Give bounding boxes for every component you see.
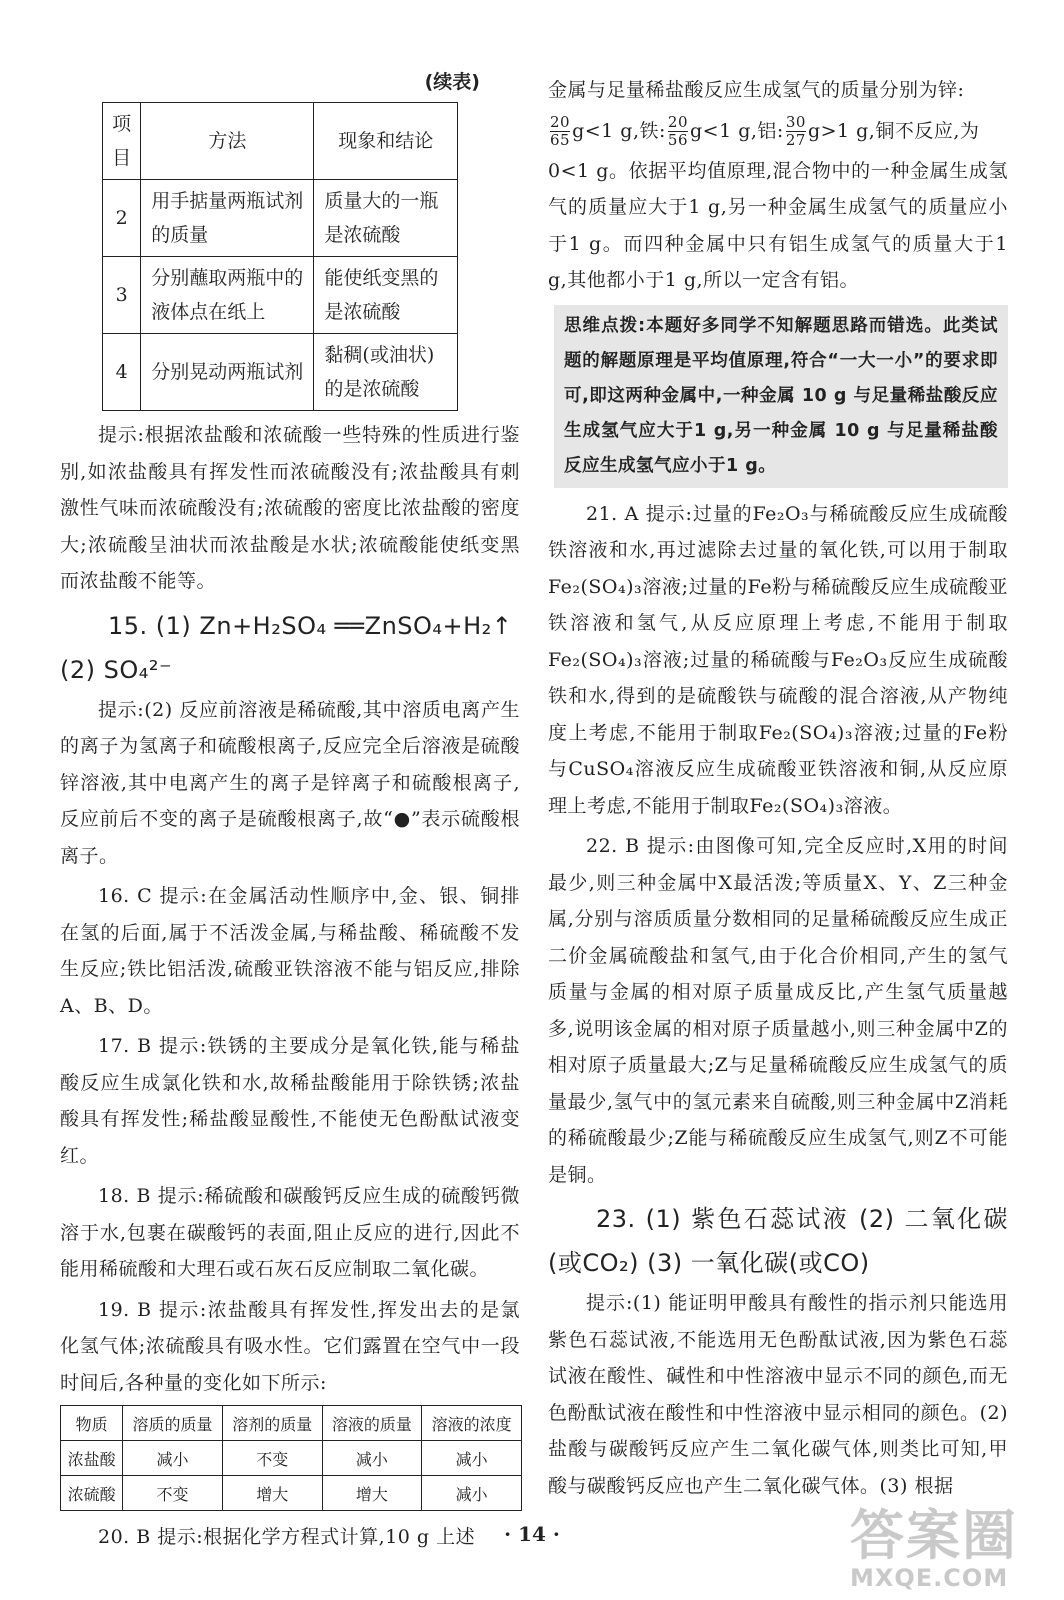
fraction-text: g<1 g,铁: bbox=[572, 119, 666, 142]
numerator: 20 bbox=[667, 113, 689, 131]
table-cell: 不变 bbox=[222, 1441, 322, 1476]
table-cell: 能使纸变黑的是浓硫酸 bbox=[314, 257, 458, 334]
table-header: 溶质的质量 bbox=[123, 1406, 223, 1441]
change-table bbox=[60, 1405, 522, 1511]
hint-14: 提示:根据浓盐酸和浓硫酸一些特殊的性质进行鉴别,如浓盐酸具有挥发性而浓硫酸没有;浓盐酸具有刺激性气味而浓硫酸没有;浓硫酸的密度比浓盐酸的密度大;浓硫酸呈油状而浓盐酸是水状;浓硫酸能使纸变黑而浓盐酸不能等。 bbox=[60, 424, 520, 592]
answer-20-continued: 金属与足量稀盐酸反应生成氢气的质量分别为锌: bbox=[548, 79, 965, 101]
numerator: 20 bbox=[550, 113, 571, 131]
table-row bbox=[103, 257, 458, 334]
denominator: 27 bbox=[785, 131, 806, 149]
answer-20-fractions bbox=[548, 109, 1008, 153]
answer-18: 18. B 提示:稀硫酸和碳酸钙反应生成的硫酸钙微溶于水,包裹在碳酸钙的表面,阻止反应的进行,因此不能用稀硫酸和大理石或石灰石反应制取二氧化碳。 bbox=[60, 1185, 520, 1280]
answer-20: 20. B 提示:根据化学方程式计算,10 g 上述 bbox=[98, 1526, 476, 1548]
answer-19: 19. B 提示:浓盐酸具有挥发性,挥发出去的是氯化氢气体;浓硫酸具有吸水性。它们露置在空气中一段时间后,各种量的变化如下所示: bbox=[60, 1298, 520, 1394]
denominator: 56 bbox=[667, 131, 689, 149]
table-cell: 分别晃动两瓶试剂 bbox=[141, 334, 314, 411]
table-row bbox=[103, 334, 458, 411]
answer-15-part1: 15. (1) Zn+H₂SO₄ ══ZnSO₄+H₂↑ bbox=[108, 611, 513, 640]
page-number: · 14 · bbox=[504, 1522, 560, 1546]
fraction bbox=[550, 114, 570, 149]
table-continued-label: (续表) bbox=[424, 71, 480, 93]
answer-22: 22. B 提示:由图像可知,完全反应时,X用的时间最少,则三种金属中X最活泼;等质量X、Y、Z三种金属,分别与溶质质量分数相同的足量稀硫酸反应生成正二价金属硫酸盐和氢气,由于化合价相同,产生的氢气质量与金属的相对原子质量成反比,产生氢气质量越多,说明该金属的相对原子质量越小,则三种金属中Z的相对原子质量最大;Z与足量稀硫酸反应生成氢气的质量最少,氢气中的氢元素来自硫酸,则三种金属中Z消耗的稀硫酸最少;Z能与稀硫酸反应生成氢气,则Z不可能是铜。 bbox=[548, 835, 1008, 1186]
table-cell: 减小 bbox=[123, 1441, 223, 1476]
fraction bbox=[668, 114, 688, 149]
table-cell: 用手掂量两瓶试剂的质量 bbox=[141, 180, 314, 257]
fraction-text: g<1 g,铝: bbox=[690, 119, 784, 142]
table-row bbox=[61, 1441, 522, 1476]
table-cell: 4 bbox=[103, 334, 141, 411]
table-header-row bbox=[61, 1406, 522, 1441]
table-cell: 不变 bbox=[123, 1476, 223, 1511]
table-header: 溶剂的质量 bbox=[222, 1406, 322, 1441]
right-column bbox=[548, 72, 1008, 1504]
table-cell: 增大 bbox=[222, 1476, 322, 1511]
answer-16: 16. C 提示:在金属活动性顺序中,金、银、铜排在氢的后面,属于不活泼金属,与稀盐酸、稀硫酸不发生反应;铁比铝活泼,硫酸亚铁溶液不能与铝反应,排除A、B、D。 bbox=[60, 885, 520, 1017]
table-header-row bbox=[103, 103, 458, 180]
table-cell: 分别蘸取两瓶中的液体点在纸上 bbox=[141, 257, 314, 334]
table-header: 溶液的质量 bbox=[322, 1406, 422, 1441]
watermark-text: 答案圈 bbox=[850, 1504, 1018, 1567]
hint-15: 提示:(2) 反应前溶液是稀硫酸,其中溶质电离产生的离子为氢离子和硫酸根离子,反应完全后溶液是硫酸锌溶液,其中电离产生的离子是锌离子和硫酸根离子,反应前后不变的离子是硫酸根离子,故“●”表示硫酸根离子。 bbox=[60, 698, 520, 867]
table-cell: 浓盐酸 bbox=[61, 1441, 123, 1476]
table-header: 现象和结论 bbox=[314, 103, 458, 180]
table-cell: 3 bbox=[103, 257, 141, 334]
table-cell: 浓硫酸 bbox=[61, 1476, 123, 1511]
answer-20-continued-2: 0<1 g。依据平均值原理,混合物中的一种金属生成氢气的质量应大于1 g,另一种金属生成氢气的质量应小于1 g。而四种金属中只有铝生成氢气的质量大于1 g,其他都小于1 g,所以一定含有铝。 bbox=[548, 159, 1008, 291]
table-header: 物质 bbox=[61, 1406, 123, 1441]
left-column bbox=[60, 62, 520, 1556]
table-row bbox=[103, 180, 458, 257]
answer-15-part2: (2) SO₄²⁻ bbox=[60, 655, 173, 684]
answer-17: 17. B 提示:铁锈的主要成分是氧化铁,能与稀盐酸反应生成氯化铁和水,故稀盐酸能用于除铁锈;浓盐酸具有挥发性;稀盐酸显酸性,不能使无色酚酞试液变红。 bbox=[60, 1035, 520, 1167]
answer-21: 21. A 提示:过量的Fe₂O₃与稀硫酸反应生成硫酸铁溶液和水,再过滤除去过量的氧化铁,可以用于制取Fe₂(SO₄)₃溶液;过量的Fe粉与稀硫酸反应生成硫酸亚铁溶液和氢气,从反应原理上考虑,不能用于制取Fe₂(SO₄)₃溶液;过量的稀硫酸与Fe₂O₃反应生成硫酸铁和水,得到的是硫酸铁与硫酸的混合溶液,从产物纯度上考虑,不能用于制取Fe₂(SO₄)₃溶液;过量的Fe粉与CuSO₄溶液反应生成硫酸亚铁溶液和铜,从反应原理上考虑,不能用于制取Fe₂(SO₄)₃溶液。 bbox=[548, 502, 1008, 817]
table-header: 方法 bbox=[141, 103, 314, 180]
table-cell: 增大 bbox=[322, 1476, 422, 1511]
thinking-tip-text: 思维点拨:本题好多同学不知解题思路而错选。此类试题的解题原理是平均值原理,符合“一大一小”的要求即可,即这两种金属中,一种金属 10 g 与足量稀盐酸反应生成氢气应大于1 g,另一种金属 10 g 与足量稀盐酸反应生成氢气应小于1 g。 bbox=[564, 315, 998, 476]
table-cell: 黏稠(或油状)的是浓硫酸 bbox=[314, 334, 458, 411]
table-cell: 减小 bbox=[322, 1441, 422, 1476]
watermark-logo bbox=[850, 1504, 1018, 1592]
denominator: 65 bbox=[550, 131, 571, 149]
table-cell: 减小 bbox=[422, 1441, 522, 1476]
numerator: 30 bbox=[785, 113, 806, 131]
thinking-tip-box bbox=[554, 305, 1008, 488]
fraction bbox=[786, 114, 806, 149]
watermark-url: MXQE.COM bbox=[850, 1564, 1009, 1592]
table-header: 溶液的浓度 bbox=[422, 1406, 522, 1441]
hint-23: 提示:(1) 能证明甲酸具有酸性的指示剂只能选用紫色石蕊试液,不能选用无色酚酞试液,因为紫色石蕊试液在酸性、碱性和中性溶液中显示不同的颜色,而无色酚酞试液在酸性和中性溶液中显示相同的颜色。(2) 盐酸与碳酸钙反应产生二氧化碳气体,则类比可知,甲酸与碳酸钙反应也产生二氧化碳气体。(3) 根据 bbox=[548, 1292, 1008, 1497]
table-cell: 质量大的一瓶是浓硫酸 bbox=[314, 180, 458, 257]
table-header: 项目 bbox=[103, 103, 141, 180]
table-cell: 减小 bbox=[422, 1476, 522, 1511]
method-table bbox=[102, 102, 458, 411]
fraction-text: g>1 g,铜不反应,为 bbox=[807, 119, 980, 142]
answer-23: 23. (1) 紫色石蕊试液 (2) 二氧化碳(或CO₂) (3) 一氧化碳(或CO) bbox=[548, 1205, 1008, 1277]
table-cell: 2 bbox=[103, 180, 141, 257]
table-row bbox=[61, 1476, 522, 1511]
